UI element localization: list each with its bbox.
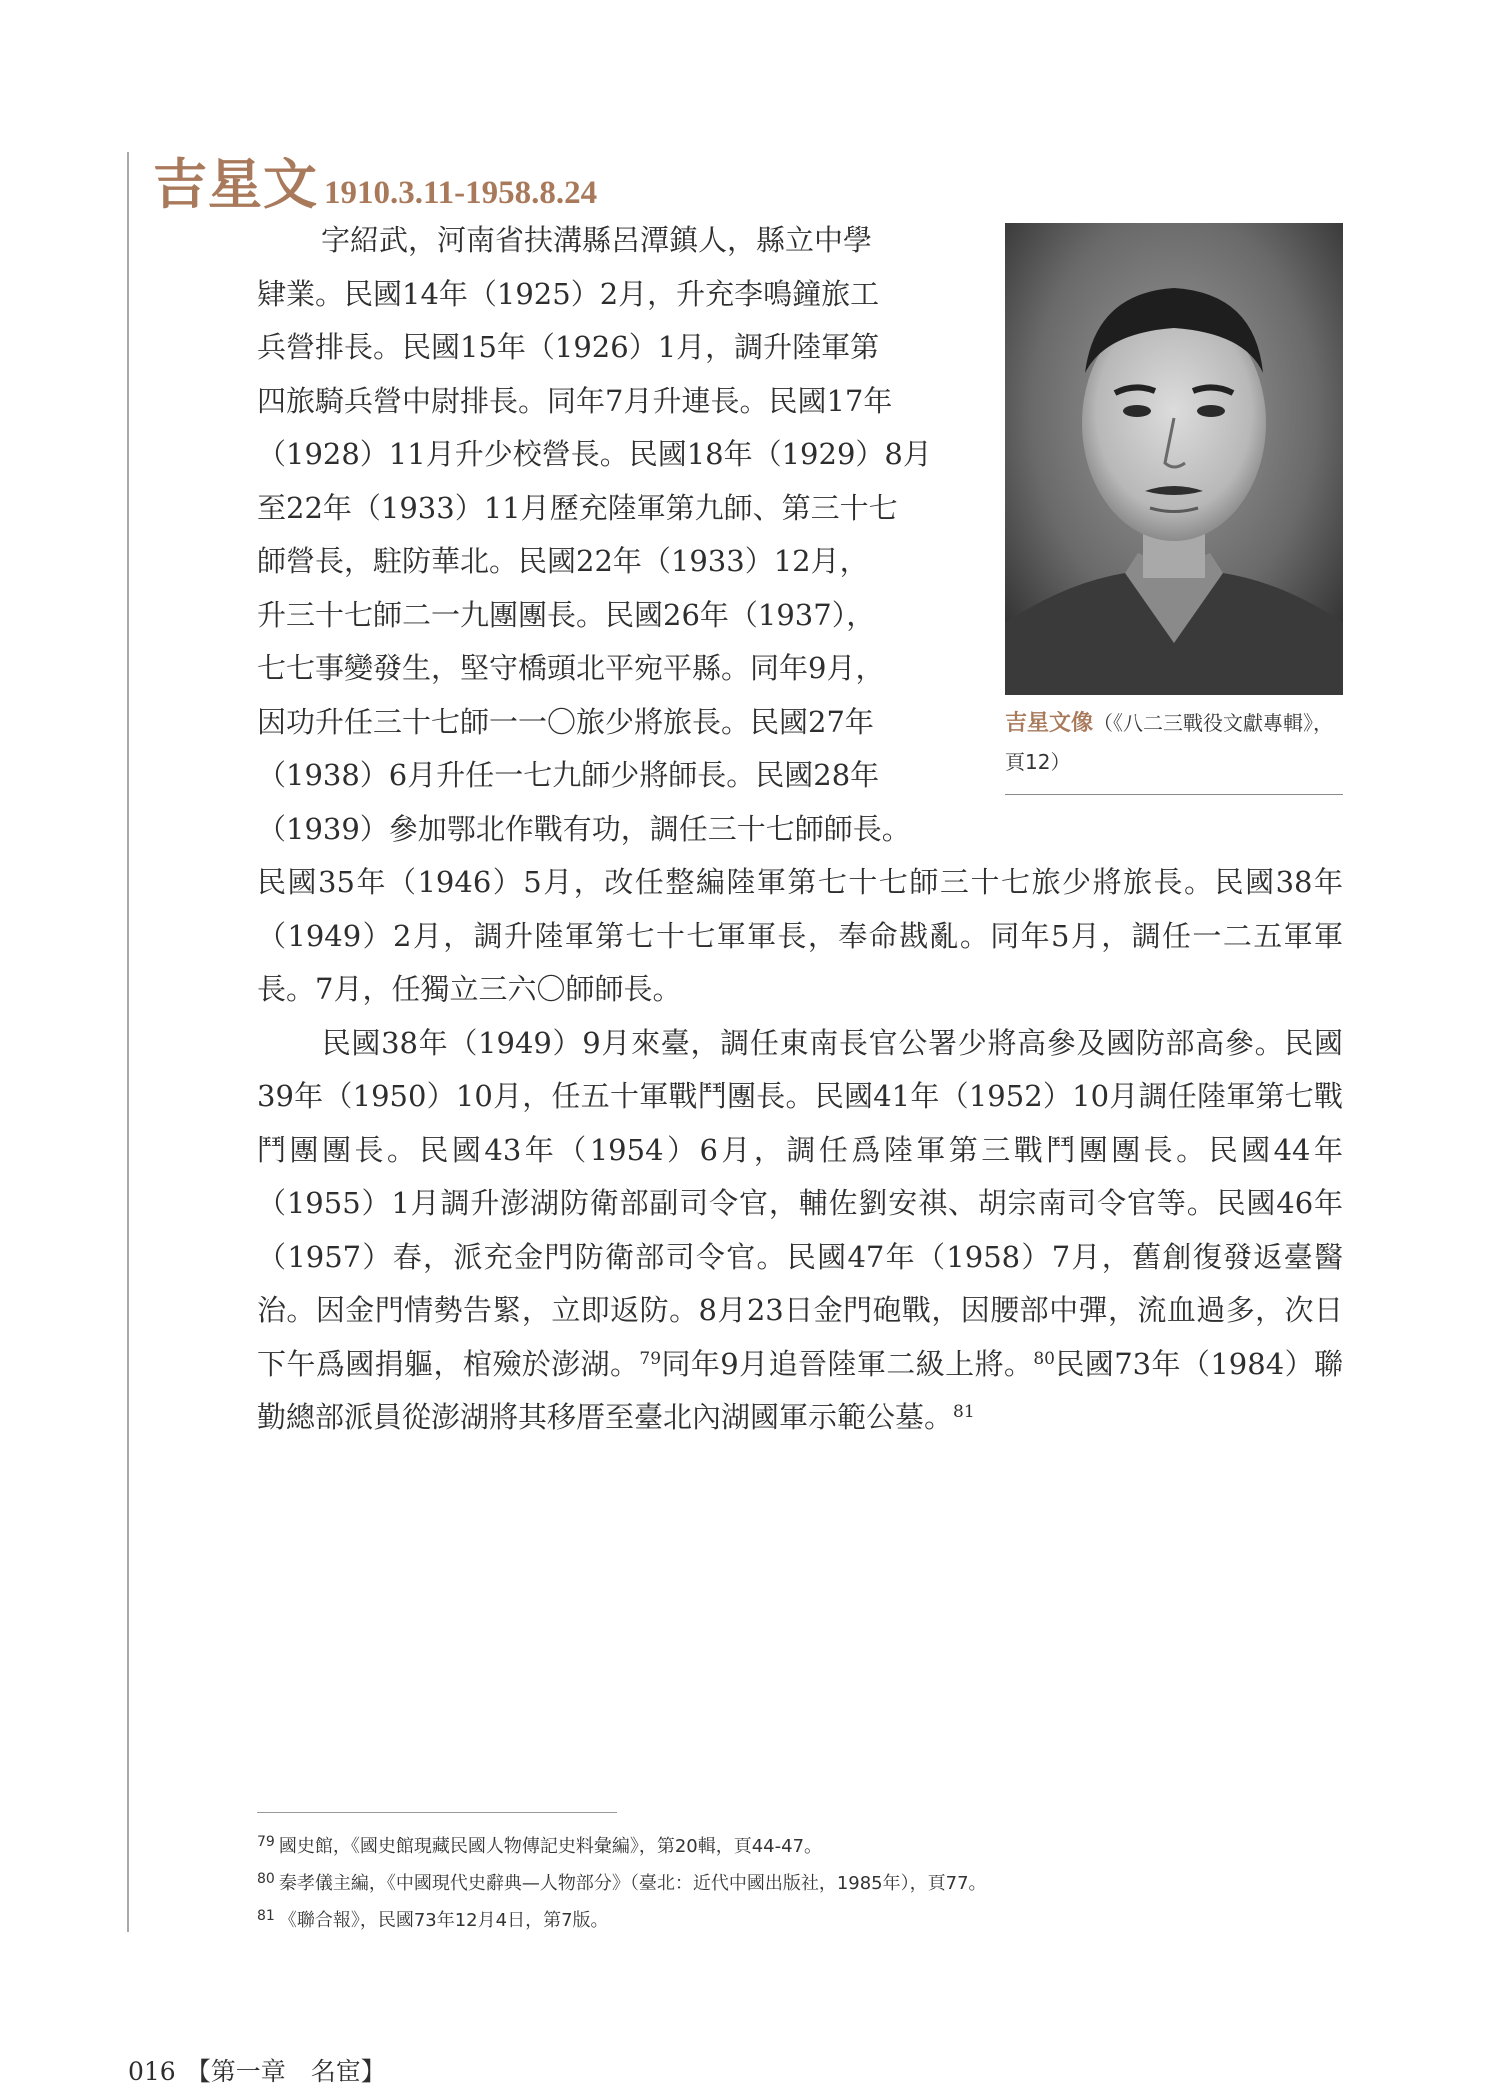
p1-line: （1938）6月升任一七九師少將師長。民國28年 [257,758,880,792]
person-name: 吉星文 [153,152,318,216]
p1-line: 師營長，駐防華北。民國22年（1933）12月， [257,544,869,578]
entry-title [153,142,597,219]
footnote-item [257,1826,1347,1863]
photo-caption [1005,704,1343,782]
footnote-ref-81[interactable]: 81 [953,1402,975,1422]
p2-text-b: 同年9月追晉陸軍二級上將。 [661,1346,1034,1381]
p2-text-a: 民國38年（1949）9月來臺，調任東南長官公署少將高參及國防部高參。民國39年（1950）10月，任五十軍戰鬥團長。民國41年（1952）10月調任陸軍第七戰鬥團團長。民國43年（1954）6月，調任爲陸軍第三戰鬥團團長。民國44年（1955）1月調升澎湖防衛部副司令官，輔佐劉安祺、胡宗南司令官等。民國46年（1957）春，派充金門防衛部司令官。民國47年（1958）7月，舊創復發返臺醫治。因金門情勢告緊，立即返防。8月23日金門砲戰，因腰部中彈，流血過多，次日下午爲國捐軀，棺殮於澎湖。 [257,1025,1343,1381]
p1-line: 七七事變發生，堅守橋頭北平宛平縣。同年9月， [257,651,885,685]
p2-text-c: 民國73年（1984）聯勤總部派員從澎湖將其移厝至臺北內湖國軍示範公墓。 [257,1346,1343,1434]
caption-title: 吉星文像 [1005,711,1094,736]
page-number: 016 [128,2057,176,2086]
footnote-item [257,1900,1347,1937]
footnote-number: 79 [257,1834,275,1850]
footnote-text: 《聯合報》，民國73年12月4日，第7版。 [278,1910,609,1931]
left-margin-rule [127,152,129,1932]
p1-line: 因功升任三十七師一一〇旅少將旅長。民國27年 [257,704,874,739]
p1-line: 兵營排長。民國15年（1926）1月，調升陸軍第 [257,330,880,364]
life-dates: 1910.3.11-1958.8.24 [324,175,598,211]
footnote-ref-80[interactable]: 80 [1033,1348,1055,1369]
portrait-image [1005,223,1343,695]
footnote-number: 80 [257,1871,275,1887]
chapter-label: 【第一章 名宦】 [185,2057,386,2086]
p1-line: 四旅騎兵營中尉排長。同年7月升連長。民國17年 [257,383,893,418]
paragraph-2 [257,1017,1343,1445]
page-footer [128,2052,386,2088]
p1-line: 肄業。民國14年（1925）2月，升充李鳴鐘旅工 [257,276,880,311]
caption-source: （《八二三戰役文獻專輯》，頁12） [1005,711,1334,774]
p1-line: （1928）11月升少校營長。民國18年（1929）8月 [257,437,932,471]
footnote-item [257,1863,1347,1900]
footnote-ref-79[interactable]: 79 [639,1348,662,1369]
p1-line: 至22年（1933）11月歷充陸軍第九師、第三十七 [257,490,898,525]
footnote-text: 國史館，《國史館現藏民國人物傳記史料彙編》，第20輯，頁44-47。 [278,1836,823,1857]
p1-line: （1939）參加鄂北作戰有功，調任三十七師師長。 [257,811,911,846]
p1-line: 升三十七師二一九團團長。民國26年（1937）， [257,597,876,632]
p1-continuation: 民國35年（1946）5月，改任整編陸軍第七十七師三十七旅少將旅長。民國38年（1949）2月，調升陸軍第七十七軍軍長，奉命戡亂。同年5月，調任一二五軍軍長。7月，任獨立三六〇師師長。 [257,865,1343,1006]
p1-line: 字紹武，河南省扶溝縣呂潭鎮人，縣立中學 [321,223,873,257]
footnote-text: 秦孝儀主編，《中國現代史辭典—人物部分》（臺北：近代中國出版社，1985年），頁77。 [278,1873,987,1894]
footnote-divider [257,1812,617,1813]
caption-divider [1005,794,1343,795]
portrait-photo [1005,223,1343,695]
footnotes [257,1826,1347,1937]
footnote-number: 81 [257,1908,275,1924]
